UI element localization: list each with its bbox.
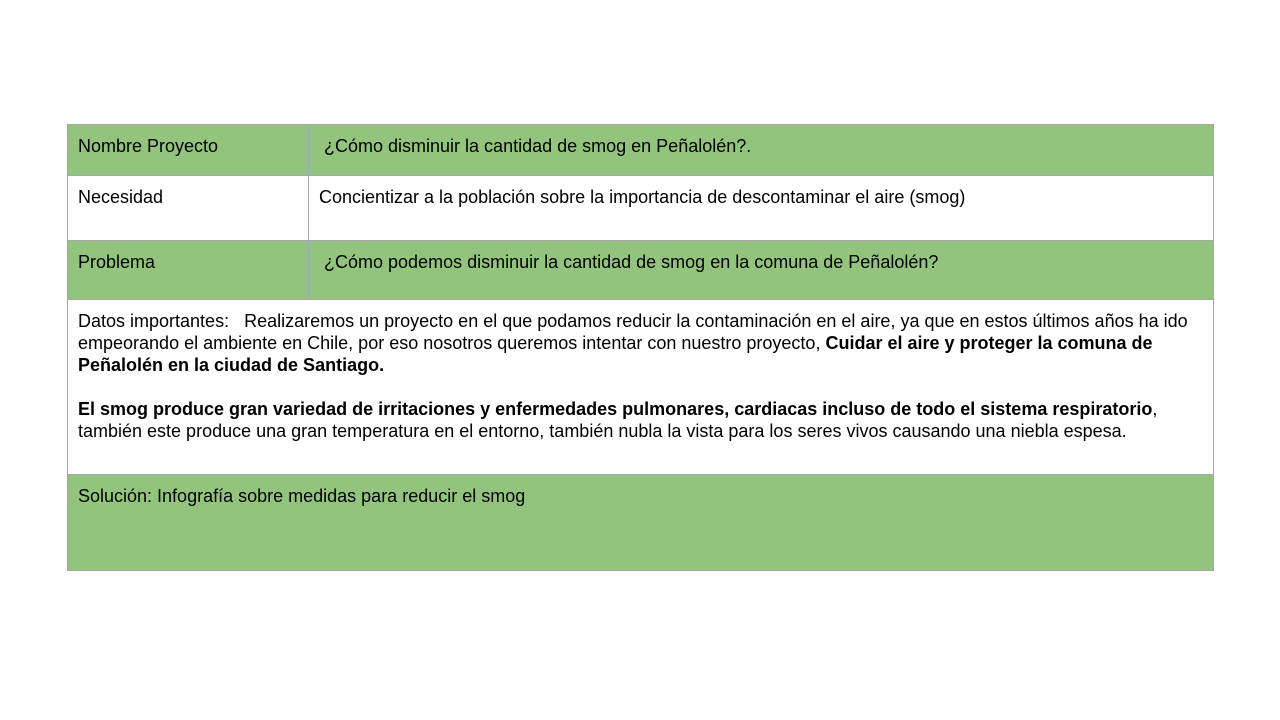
- row-problem: [68, 241, 1214, 300]
- important-data-paragraph-2: [78, 398, 1203, 442]
- problem-value-text: ¿Cómo podemos disminuir la cantidad de smog en la comuna de Peñalolén?: [319, 252, 939, 272]
- important-data-cell: [68, 300, 1214, 475]
- important-data-bold-1: Cuidar el aire y proteger la comuna de Peñalolén en la ciudad de Santiago.: [78, 333, 1153, 375]
- project-name-label-text: Nombre Proyecto: [78, 136, 219, 156]
- important-data-bold-2: El smog produce gran variedad de irritaciones y enfermedades pulmonares, cardiacas incluso de todo el sistema respiratorio: [78, 399, 1153, 419]
- important-data-text-1: Realizaremos un proyecto en el que podamos reducir la contaminación en el aire, ya que en estos últimos años ha ido empeorando el ambiente en Chile, por eso nosotros queremos intentar con nuestro proyecto,: [78, 311, 1193, 353]
- problem-label: [68, 241, 309, 300]
- problem-value: [309, 241, 1214, 300]
- project-name-label: [68, 125, 309, 176]
- project-name-value: [309, 125, 1214, 176]
- row-important-data: [68, 300, 1214, 475]
- row-need: [68, 176, 1214, 241]
- row-solution: [68, 475, 1214, 571]
- problem-label-text: Problema: [78, 252, 156, 272]
- important-data-paragraph-1: [78, 310, 1203, 376]
- row-project-name: [68, 125, 1214, 176]
- need-label-text: Necesidad: [78, 187, 164, 207]
- need-label: [68, 176, 309, 241]
- project-name-value-text: ¿Cómo disminuir la cantidad de smog en Peñalolén?.: [319, 136, 752, 156]
- project-table: [67, 124, 1214, 571]
- need-value-text: Concientizar a la población sobre la importancia de descontaminar el aire (smog): [319, 187, 966, 207]
- important-data-label: Datos importantes:: [78, 311, 230, 331]
- important-data-text-2: , también este produce una gran temperatura en el entorno, también nubla la vista para los seres vivos causando una niebla espesa.: [78, 399, 1158, 441]
- need-value: [309, 176, 1214, 241]
- solution-cell: [68, 475, 1214, 571]
- solution-text: Solución: Infografía sobre medidas para reducir el smog: [78, 486, 526, 506]
